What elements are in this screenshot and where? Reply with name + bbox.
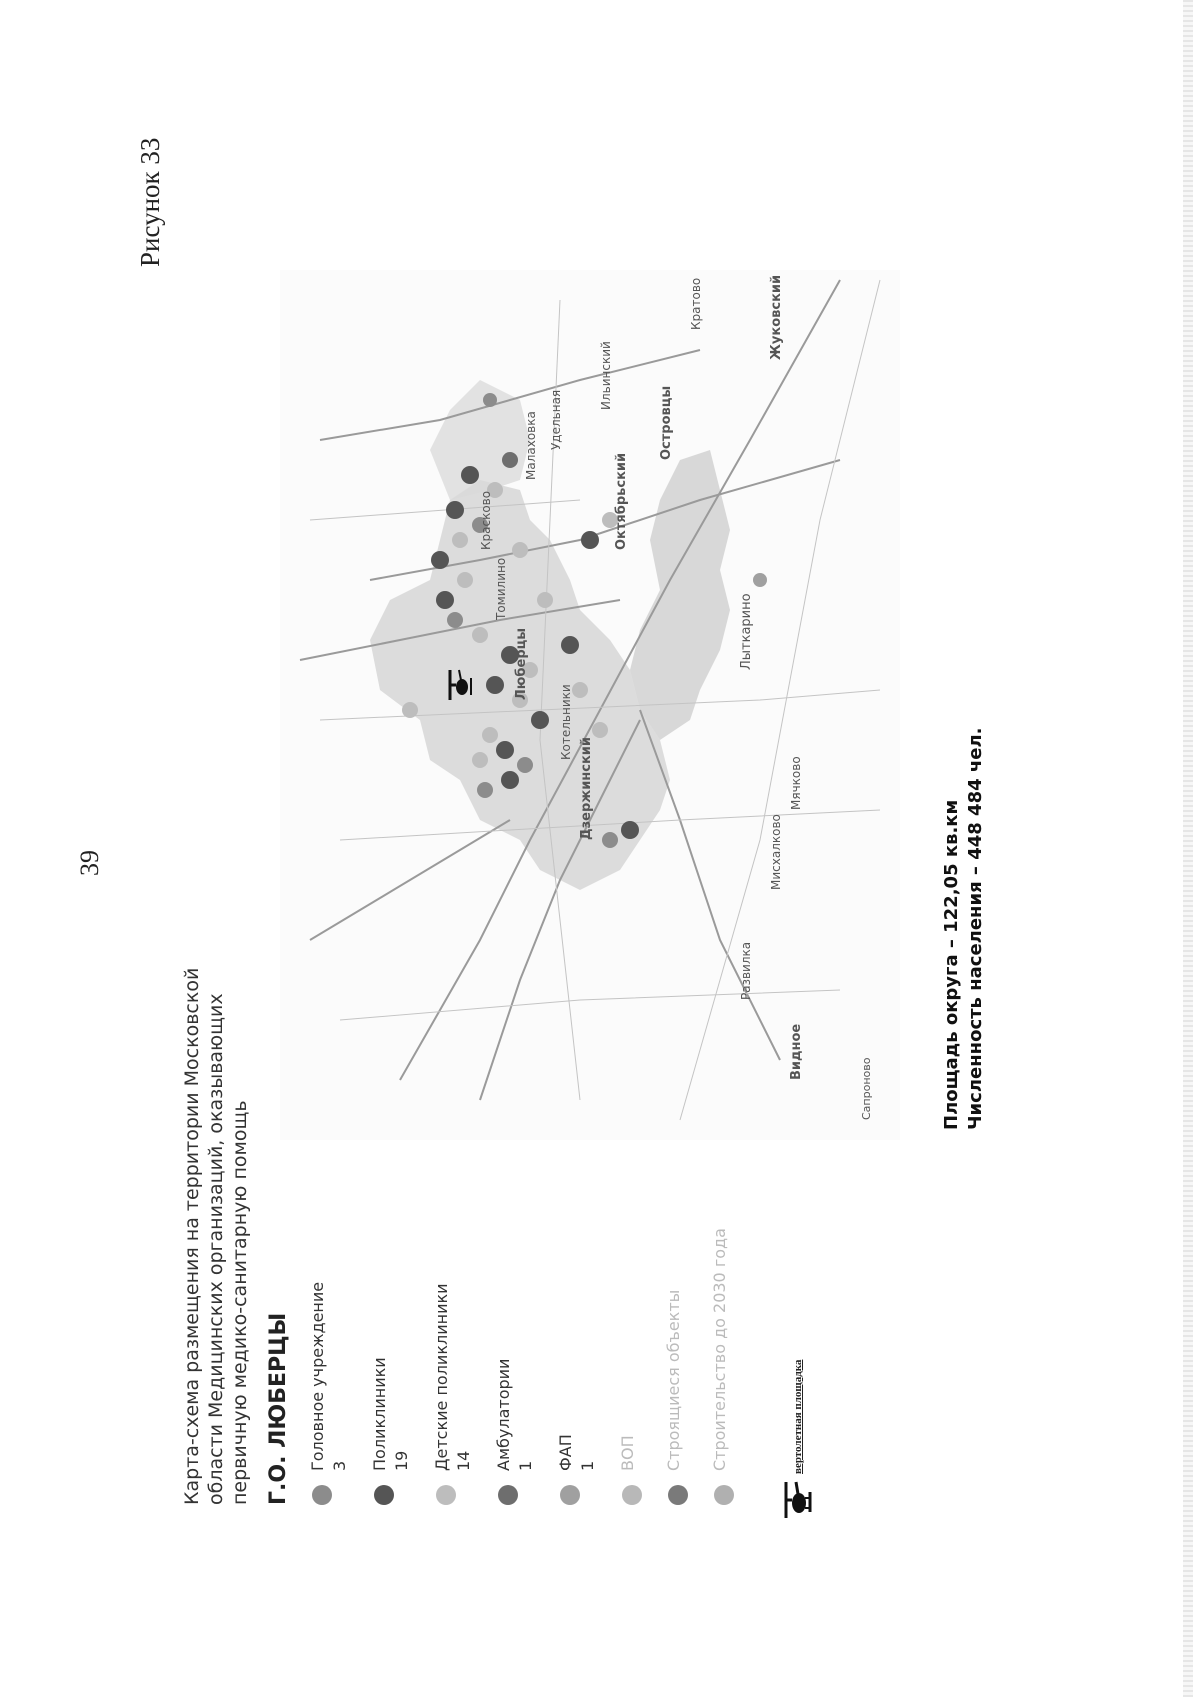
facility-marker xyxy=(483,393,497,407)
legend-dot-icon xyxy=(560,1485,580,1505)
helipad-label: вертолетная площадка xyxy=(792,1359,804,1474)
place-sapronovo: Сапроново xyxy=(860,1057,873,1120)
facility-marker xyxy=(502,452,518,468)
facility-marker xyxy=(402,702,418,718)
facility-marker xyxy=(501,771,519,789)
legend-count: 14 xyxy=(454,1450,473,1471)
facility-marker xyxy=(496,741,514,759)
map-figure xyxy=(180,160,1000,1560)
map-title-line: Карта-схема размещения на территории Московской xyxy=(181,967,203,1505)
place-lytkarino: Лыткарино xyxy=(739,593,754,670)
place-ilyinsky: Ильинский xyxy=(599,341,613,410)
facility-marker xyxy=(446,501,464,519)
place-kratovo: Кратово xyxy=(689,277,703,330)
legend-count: 19 xyxy=(392,1450,411,1471)
facility-marker xyxy=(452,532,468,548)
district-stats xyxy=(940,728,988,1130)
legend-label: Строительство до 2030 года xyxy=(710,1228,729,1471)
place-tomilino: Томилино xyxy=(494,557,508,620)
map-title xyxy=(180,785,252,1505)
legend-item-polyclinics xyxy=(370,1085,432,1505)
legend-item-children-polyclinics xyxy=(432,1085,494,1505)
facility-marker xyxy=(482,727,498,743)
place-oktyabrsky: Октябрьский xyxy=(614,452,629,550)
facility-marker xyxy=(753,573,767,587)
facility-marker xyxy=(561,636,579,654)
legend-label: Поликлиники xyxy=(370,1357,389,1471)
legend-dot-icon xyxy=(714,1485,734,1505)
facility-marker xyxy=(517,757,533,773)
legend-label: ВОП xyxy=(618,1435,637,1471)
facility-marker xyxy=(431,551,449,569)
legend-item-planned-2030 xyxy=(710,1085,772,1505)
legend-count: 1 xyxy=(578,1460,597,1471)
legend-dot-icon xyxy=(668,1485,688,1505)
legend-dot-icon xyxy=(374,1485,394,1505)
figure-caption: Рисунок 33 xyxy=(135,137,165,267)
district-population: Численность населения – 448 484 чел. xyxy=(965,727,986,1130)
facility-marker xyxy=(472,627,488,643)
legend-count: 1 xyxy=(516,1460,535,1471)
legend-item-under-construction xyxy=(664,1085,710,1505)
facility-marker xyxy=(512,542,528,558)
legend-item-fap xyxy=(556,1085,618,1505)
district-map xyxy=(280,270,900,1140)
place-malakhovka: Малаховка xyxy=(524,411,538,480)
facility-marker xyxy=(621,821,639,839)
legend-helipad xyxy=(780,1260,820,1520)
map-title-line: области Медицинских организаций, оказывающих xyxy=(205,993,227,1505)
legend-label: ФАП xyxy=(556,1434,575,1471)
place-kraskovo: Красково xyxy=(479,490,493,550)
facility-marker xyxy=(537,592,553,608)
legend-item-vop xyxy=(618,1085,664,1505)
place-miskhalkovo: Мисхалково xyxy=(769,814,783,890)
legend-item-head-institution xyxy=(308,1085,370,1505)
legend-dot-icon xyxy=(312,1485,332,1505)
place-lyubertsy: Люберцы xyxy=(514,627,529,700)
facility-marker xyxy=(457,572,473,588)
facility-marker xyxy=(472,752,488,768)
place-ostrovtsy: Островцы xyxy=(659,385,674,460)
facility-marker xyxy=(486,676,504,694)
place-zhukovsky: Жуковский xyxy=(769,274,784,360)
legend-dot-icon xyxy=(436,1485,456,1505)
place-udelnaya: Удельная xyxy=(549,389,563,450)
legend-dot-icon xyxy=(622,1485,642,1505)
facility-marker xyxy=(602,832,618,848)
page-number: 39 xyxy=(75,850,104,876)
place-vidnoe: Видное xyxy=(789,1023,804,1080)
place-razvilka: Развилка xyxy=(739,941,753,1000)
legend-label: Детские поликлиники xyxy=(432,1283,451,1471)
facility-marker xyxy=(461,466,479,484)
legend-dot-icon xyxy=(498,1485,518,1505)
page-edge-strip xyxy=(1183,0,1193,1697)
helicopter-icon xyxy=(780,1480,816,1520)
district-area: Площадь округа – 122,05 кв.км xyxy=(941,799,962,1130)
legend-label: Строящиеся объекты xyxy=(664,1289,683,1471)
legend-label: Амбулатории xyxy=(494,1358,513,1471)
facility-marker xyxy=(436,591,454,609)
map-legend xyxy=(308,1085,772,1505)
facility-marker xyxy=(592,722,608,738)
legend-count: 3 xyxy=(330,1460,349,1471)
facility-marker xyxy=(531,711,549,729)
facility-marker xyxy=(581,531,599,549)
facility-marker xyxy=(447,612,463,628)
facility-marker xyxy=(477,782,493,798)
map-title-line: первичную медико-санитарную помощь xyxy=(229,1100,251,1505)
legend-label: Головное учреждение xyxy=(308,1281,327,1471)
place-myachkovo: Мячково xyxy=(789,756,803,810)
legend-item-ambulatories xyxy=(494,1085,556,1505)
place-dzerzhinsky: Дзержинский xyxy=(579,736,594,840)
district-name: Г.О. ЛЮБЕРЦЫ xyxy=(266,1312,291,1505)
place-kotelniki: Котельники xyxy=(559,684,573,760)
facility-marker xyxy=(572,682,588,698)
